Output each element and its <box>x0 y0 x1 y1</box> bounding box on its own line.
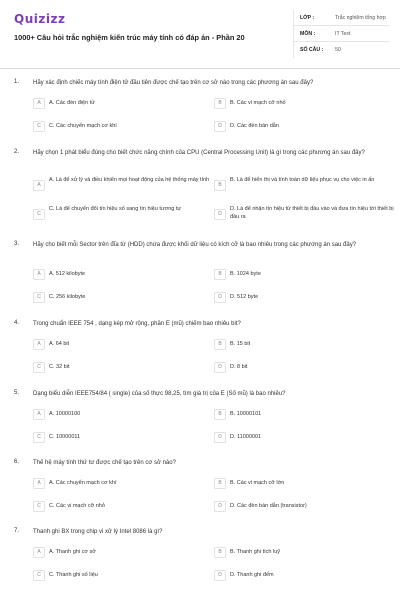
option-text: B. 1024 byte <box>230 270 261 277</box>
question-number: 5. <box>14 390 20 396</box>
option-badge: A <box>33 269 45 280</box>
option-text: A. 512 kilobyte <box>49 270 86 277</box>
option-text: C. 256 kilobyte <box>49 293 86 300</box>
option-badge: B <box>214 98 226 109</box>
option-text: D. Thanh ghi đếm <box>230 571 274 578</box>
meta-label: LỚP : <box>300 15 315 21</box>
option-text: C. 32 bit <box>49 363 70 370</box>
option-badge: D <box>214 570 226 581</box>
quizizz-logo: Quizizz <box>14 12 66 26</box>
document-meta-table <box>293 10 390 58</box>
option-text: A. Các đèn điện tử <box>49 99 95 106</box>
question-text: Trong chuẩn IEEE 754 , dạng kép mở rộng, phần E (mũ) chiếm bao nhiêu bit? <box>33 321 241 327</box>
option-text: B. Các vi mạch cỡ lớn <box>230 479 285 486</box>
option-badge: C <box>33 209 45 220</box>
option-text: A. Thanh ghi cơ sở <box>49 548 96 555</box>
meta-row-subject <box>294 26 390 42</box>
option-badge: B <box>214 269 226 280</box>
option-text: C. Là để chuyển đổi tín hiệu số sang tín hiệu tương tự <box>49 206 182 212</box>
option-badge: A <box>33 180 45 191</box>
question-text: Thanh ghi BX trong chip vi xử lý Intel 8086 là gì? <box>33 529 163 535</box>
option-text: D. 8 bit <box>230 363 248 370</box>
option-badge: D <box>214 209 226 220</box>
option-badge: D <box>214 501 226 512</box>
meta-value: 50 <box>335 47 341 53</box>
option-badge: D <box>214 292 226 303</box>
header-divider <box>0 68 400 69</box>
option-badge: B <box>214 409 226 420</box>
option-badge: D <box>214 121 226 132</box>
document-header <box>10 8 390 60</box>
option-badge: C <box>33 432 45 443</box>
option-text: D. Là để nhận tín hiệu từ thiết bị đầu vào và đưa tín hiệu tới thiết bị đầu ra <box>230 206 394 220</box>
option-badge: A <box>33 98 45 109</box>
question-text: Hãy chọn 1 phát biểu đúng cho biết chức năng chính của CPU (Central Processing Unit) là gì trong các phương án sau đây? <box>33 150 365 156</box>
document-title: 1000+ Câu hỏi trắc nghiệm kiến trúc máy tính có đáp án - Phần 20 <box>14 33 245 42</box>
option-text: B. 10000101 <box>230 410 262 417</box>
option-badge: D <box>214 362 226 373</box>
option-text: A. 10000100 <box>49 410 81 417</box>
option-text: D. Các đèn bán dẫn <box>230 122 279 129</box>
option-text: B. Là để hiển thị và tính toán dữ liệu phục vụ cho việc in ấn <box>230 177 375 183</box>
question-number: 7. <box>14 528 20 534</box>
option-badge: B <box>214 180 226 191</box>
meta-row-class <box>294 10 390 26</box>
question-text: Dạng biểu diễn IEEE754/84 ( single) của số thực 98,25, tìm giá trị của E (Số mũ) là bao nhiêu? <box>33 391 286 397</box>
option-badge: C <box>33 570 45 581</box>
meta-label: SỐ CÂU : <box>300 47 324 53</box>
option-text: B. Các vi mạch cỡ nhỏ <box>230 99 286 106</box>
option-text: A. Là để xử lý và điều khiển mọi hoạt động của hệ thống máy tính <box>49 177 210 183</box>
question-text: Hãy cho biết mỗi Sector trên đĩa từ (HDD) chứa được khối dữ liệu có kích cỡ là bao nhiêu trong các phương án sau đây? <box>33 242 357 248</box>
option-text: C. Các vi mạch cỡ nhỏ <box>49 502 105 509</box>
option-text: A. Các chuyển mạch cơ khí <box>49 479 117 486</box>
meta-label: MÔN : <box>300 31 316 37</box>
option-badge: B <box>214 478 226 489</box>
question-number: 2. <box>14 149 20 155</box>
option-badge: B <box>214 339 226 350</box>
option-badge: B <box>214 547 226 558</box>
meta-value: Trắc nghiệm tổng hợp <box>335 15 386 21</box>
question-number: 4. <box>14 320 20 326</box>
option-badge: A <box>33 547 45 558</box>
meta-row-question-count <box>294 42 390 58</box>
option-text: C. 10000011 <box>49 433 81 440</box>
option-text: C. Thanh ghi số liệu <box>49 571 98 578</box>
option-text: A. 64 bit <box>49 340 70 347</box>
option-badge: A <box>33 409 45 420</box>
option-badge: A <box>33 478 45 489</box>
option-badge: A <box>33 339 45 350</box>
option-text: B. 15 bit <box>230 340 251 347</box>
option-badge: C <box>33 121 45 132</box>
question-number: 3. <box>14 241 20 247</box>
option-badge: D <box>214 432 226 443</box>
option-badge: C <box>33 362 45 373</box>
option-badge: C <box>33 292 45 303</box>
question-text: Thế hệ máy tính thứ tư được chế tạo trên cơ sở nào? <box>33 460 176 466</box>
question-number: 6. <box>14 459 20 465</box>
option-text: B. Thanh ghi tích luỹ <box>230 548 281 555</box>
meta-value: IT Test <box>335 31 351 37</box>
option-text: D. 512 byte <box>230 293 259 300</box>
question-number: 1. <box>14 79 20 85</box>
option-text: C. Các chuyển mạch cơ khí <box>49 122 117 129</box>
question-text: Hãy xác định chiếc máy tính điện tử đầu tiên được chế tạo trên cơ sở nào trong các phương án sau đây? <box>33 80 314 86</box>
option-badge: C <box>33 501 45 512</box>
option-text: D. 11000001 <box>230 433 262 440</box>
option-text: D. Các đèn bán dẫn (transistor) <box>230 502 307 509</box>
